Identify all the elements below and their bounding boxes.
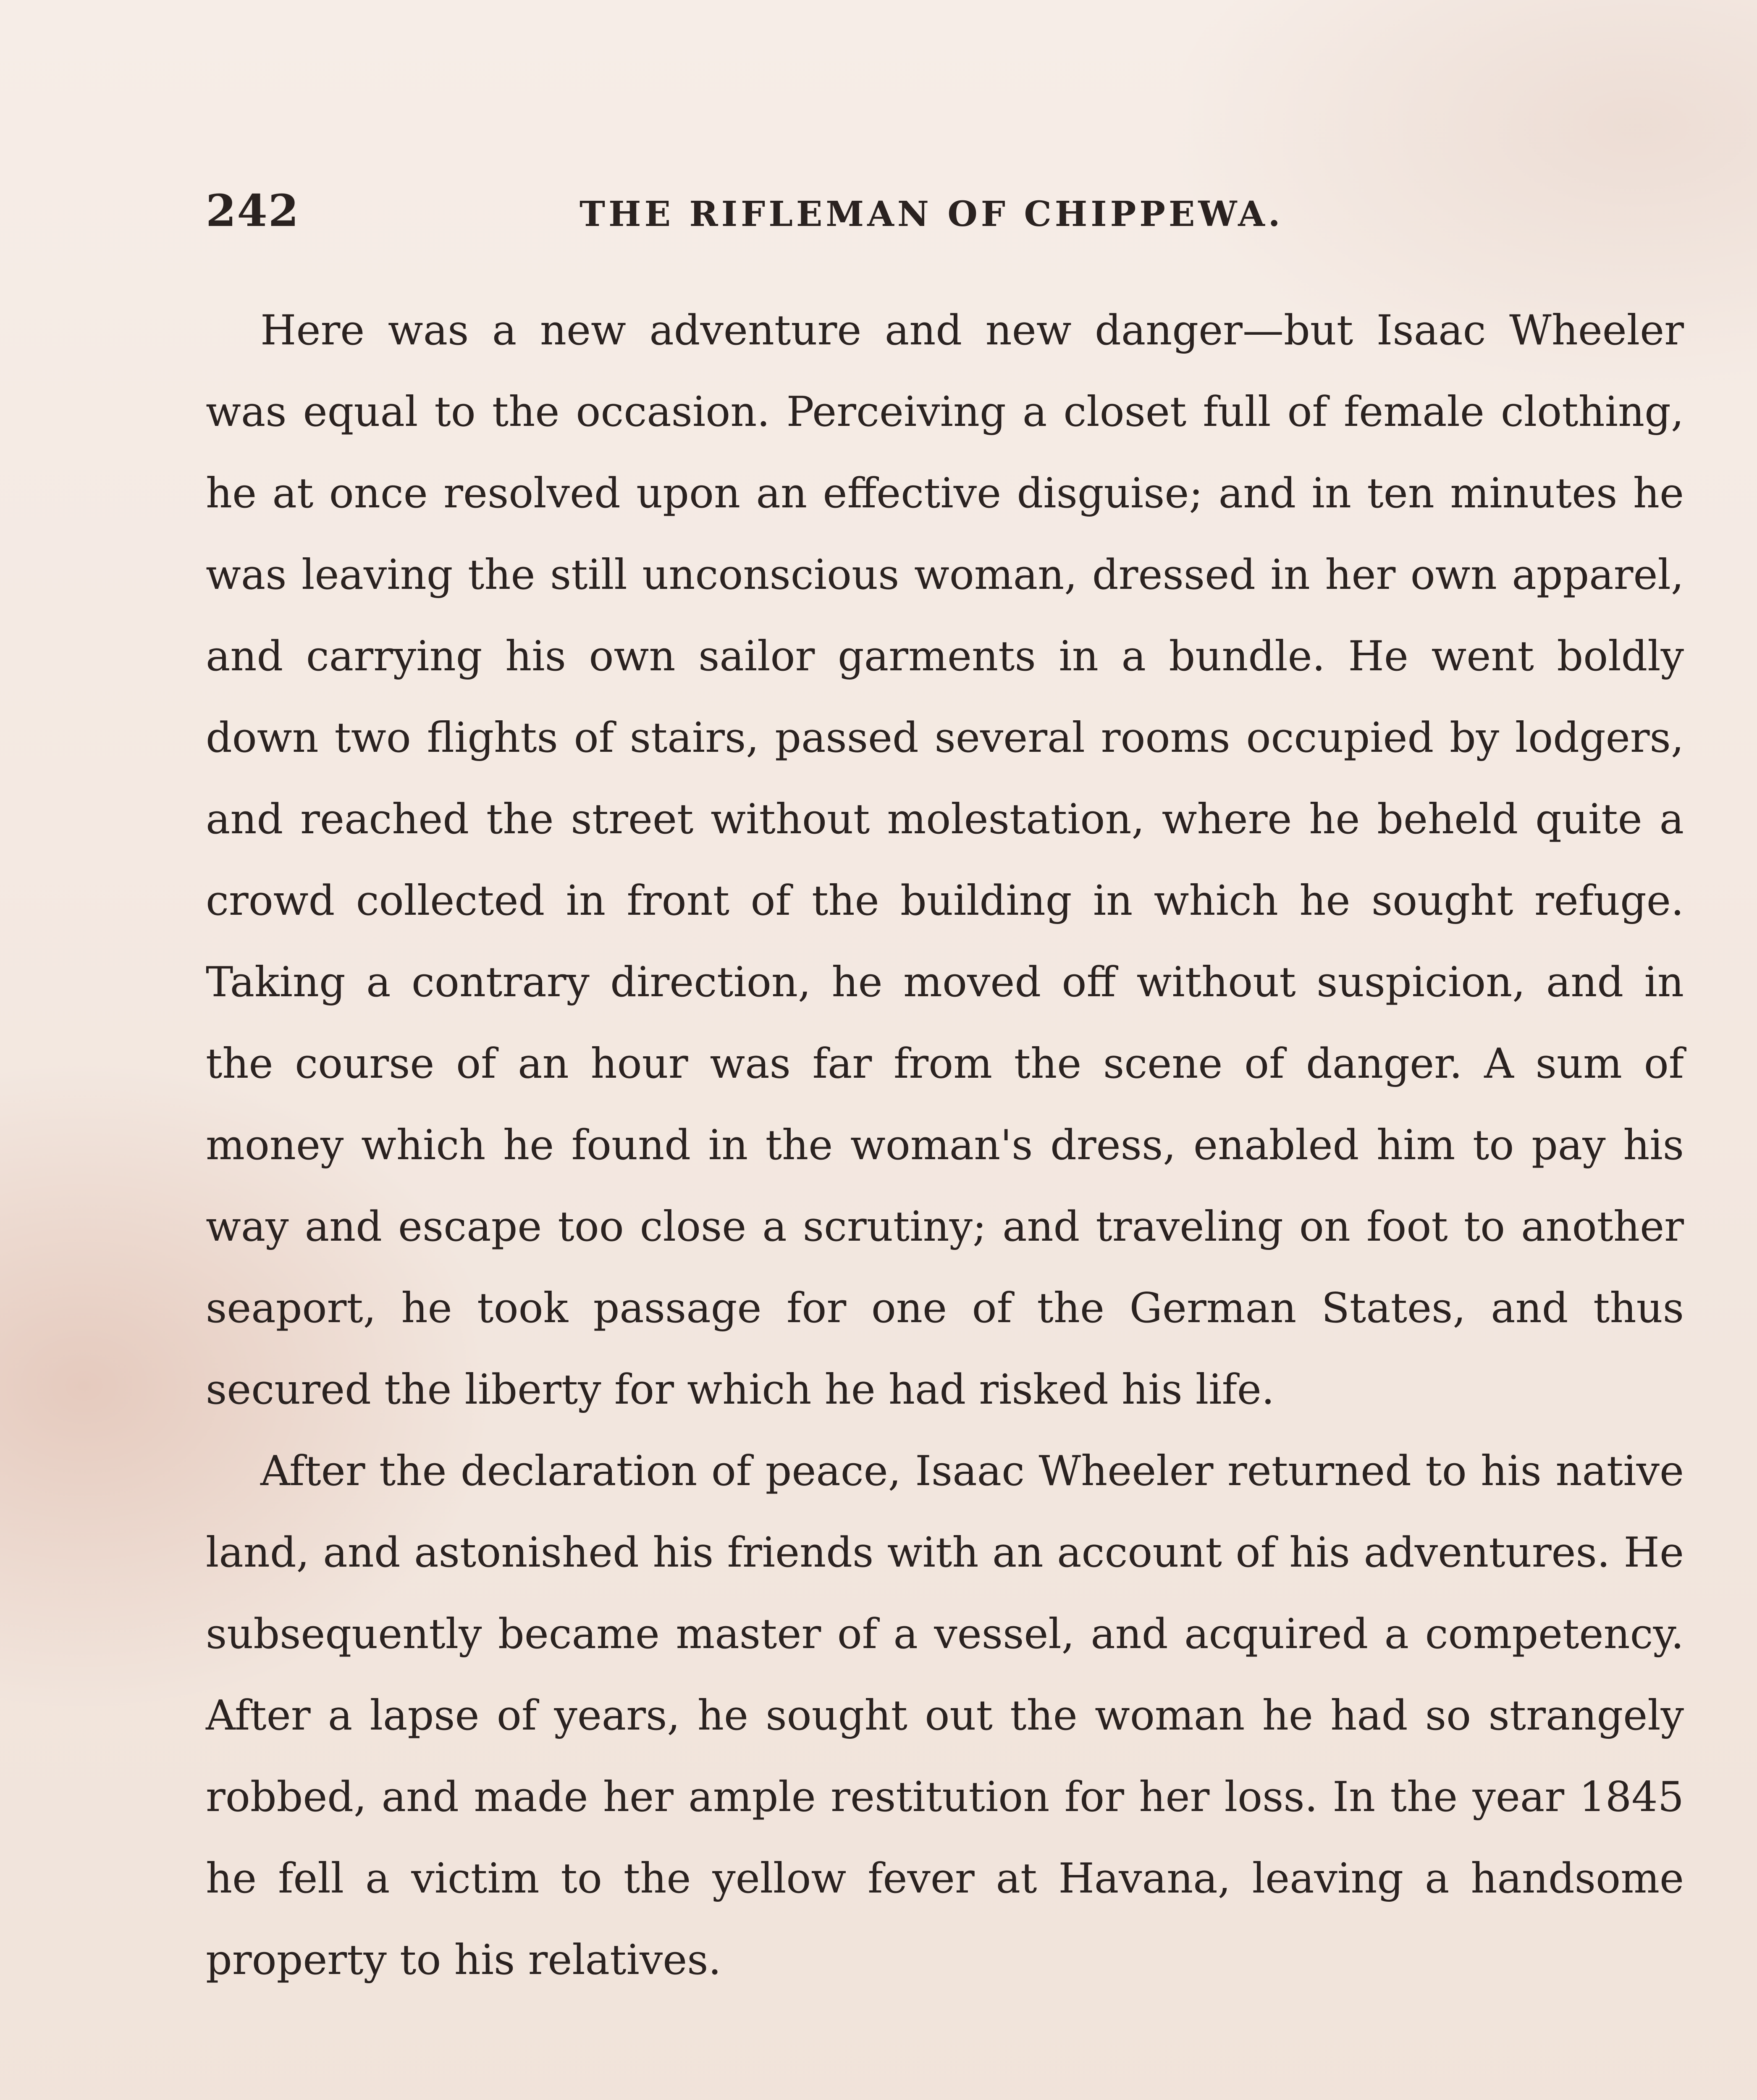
paragraph: After the declaration of peace, Isaac Wheeler returned to his native land, and astonished his friends with an account of his adventures. He subsequently became master of a vessel, and acquired a competency. After a lapse of years, he sought out the woman he had so strangely robbed, and made her ample restitution for her loss. In the year 1845 he fell a victim to the yellow fever at Havana, leaving a handsome property to his relatives.	[206, 1447, 1684, 1984]
page-number: 242	[206, 185, 300, 236]
running-title: THE RIFLEMAN OF CHIPPEWA.	[580, 194, 1284, 234]
running-head	[206, 185, 1684, 244]
story-continuation	[206, 290, 1684, 2001]
paragraph: Here was a new adventure and new danger—but Isaac Wheeler was equal to the occasion. Perceiving a closet full of female clothing, he at once resolved upon an effective disguise; and in ten minutes he was leaving the still unconscious woman, dressed in her own apparel, and carrying his own sailor garments in a bundle. He went boldly down two flights of stairs, passed several rooms occupied by lodgers, and reached the street without molestation, where he beheld quite a crowd collected in front of the building in which he sought refuge. Taking a contrary direction, he moved off without suspicion, and in the course of an hour was far from the scene of danger. A sum of money which he found in the woman's dress, enabled him to pay his way and escape too close a scrutiny; and traveling on foot to another seaport, he took passage for one of the German States, and thus secured the liberty for which he had risked his life.	[206, 307, 1684, 1414]
